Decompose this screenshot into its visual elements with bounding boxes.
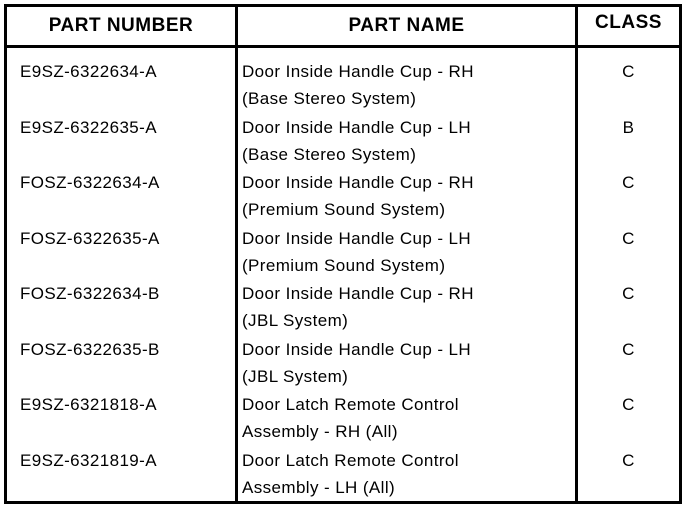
part-name-line: (Base Stereo System) xyxy=(242,89,417,108)
part-name-cell xyxy=(242,225,471,279)
part-name-line: Assembly - RH (All) xyxy=(242,422,398,441)
part-name-line: (JBL System) xyxy=(242,366,349,386)
part-name-line: (Premium Sound System) xyxy=(242,255,446,275)
part-name-cell xyxy=(242,336,471,390)
part-name-cell xyxy=(242,114,471,168)
part-name-cell xyxy=(242,391,459,445)
header-part-number: PART NUMBER xyxy=(48,15,194,36)
class-cell: C xyxy=(622,450,635,470)
table-row xyxy=(7,114,679,170)
table-row xyxy=(7,391,679,447)
table-row xyxy=(7,225,679,281)
part-name-line: Door Inside Handle Cup - LH xyxy=(242,339,472,359)
class-cell: B xyxy=(622,117,635,137)
part-name-line: Assembly - LH (All) xyxy=(242,477,396,497)
part-name-line: Door Latch Remote Control xyxy=(242,395,459,414)
part-number-cell: E9SZ-6321819-A xyxy=(20,450,157,470)
table-row xyxy=(7,58,679,114)
part-number-cell: E9SZ-6322635-A xyxy=(20,117,157,137)
part-name-cell xyxy=(242,169,474,223)
header-class: CLASS xyxy=(595,12,662,33)
table-row xyxy=(7,447,679,503)
part-name-line: Door Inside Handle Cup - RH xyxy=(242,284,474,303)
part-number-cell: E9SZ-6321818-A xyxy=(20,395,157,414)
part-name-line: (Premium Sound System) xyxy=(242,200,446,219)
part-number-cell: FOSZ-6322634-B xyxy=(20,284,160,303)
table-row xyxy=(7,280,679,336)
part-name-line: Door Inside Handle Cup - RH xyxy=(242,62,474,81)
class-cell: C xyxy=(622,173,635,192)
part-name-cell xyxy=(242,447,459,501)
header-part-name: PART NAME xyxy=(348,15,465,36)
part-number-cell: FOSZ-6322634-A xyxy=(20,173,160,192)
part-name-line: Door Inside Handle Cup - RH xyxy=(242,173,474,192)
class-cell: C xyxy=(622,284,635,303)
class-cell: C xyxy=(622,339,635,359)
part-name-cell xyxy=(242,58,474,112)
table-row xyxy=(7,169,679,225)
table-body xyxy=(7,58,679,502)
part-name-line: (JBL System) xyxy=(242,311,349,330)
part-number-cell: E9SZ-6322634-A xyxy=(20,62,157,81)
part-name-cell xyxy=(242,280,474,334)
parts-table xyxy=(4,4,682,504)
part-number-cell: FOSZ-6322635-B xyxy=(20,339,160,359)
part-name-line: Door Latch Remote Control xyxy=(242,450,459,470)
class-cell: C xyxy=(622,228,635,248)
part-name-line: (Base Stereo System) xyxy=(242,144,417,164)
part-name-line: Door Inside Handle Cup - LH xyxy=(242,228,472,248)
header-rule xyxy=(7,45,679,48)
part-name-line: Door Inside Handle Cup - LH xyxy=(242,117,472,137)
table-row xyxy=(7,336,679,392)
part-number-cell: FOSZ-6322635-A xyxy=(20,228,160,248)
class-cell: C xyxy=(622,62,635,81)
class-cell: C xyxy=(622,395,635,414)
